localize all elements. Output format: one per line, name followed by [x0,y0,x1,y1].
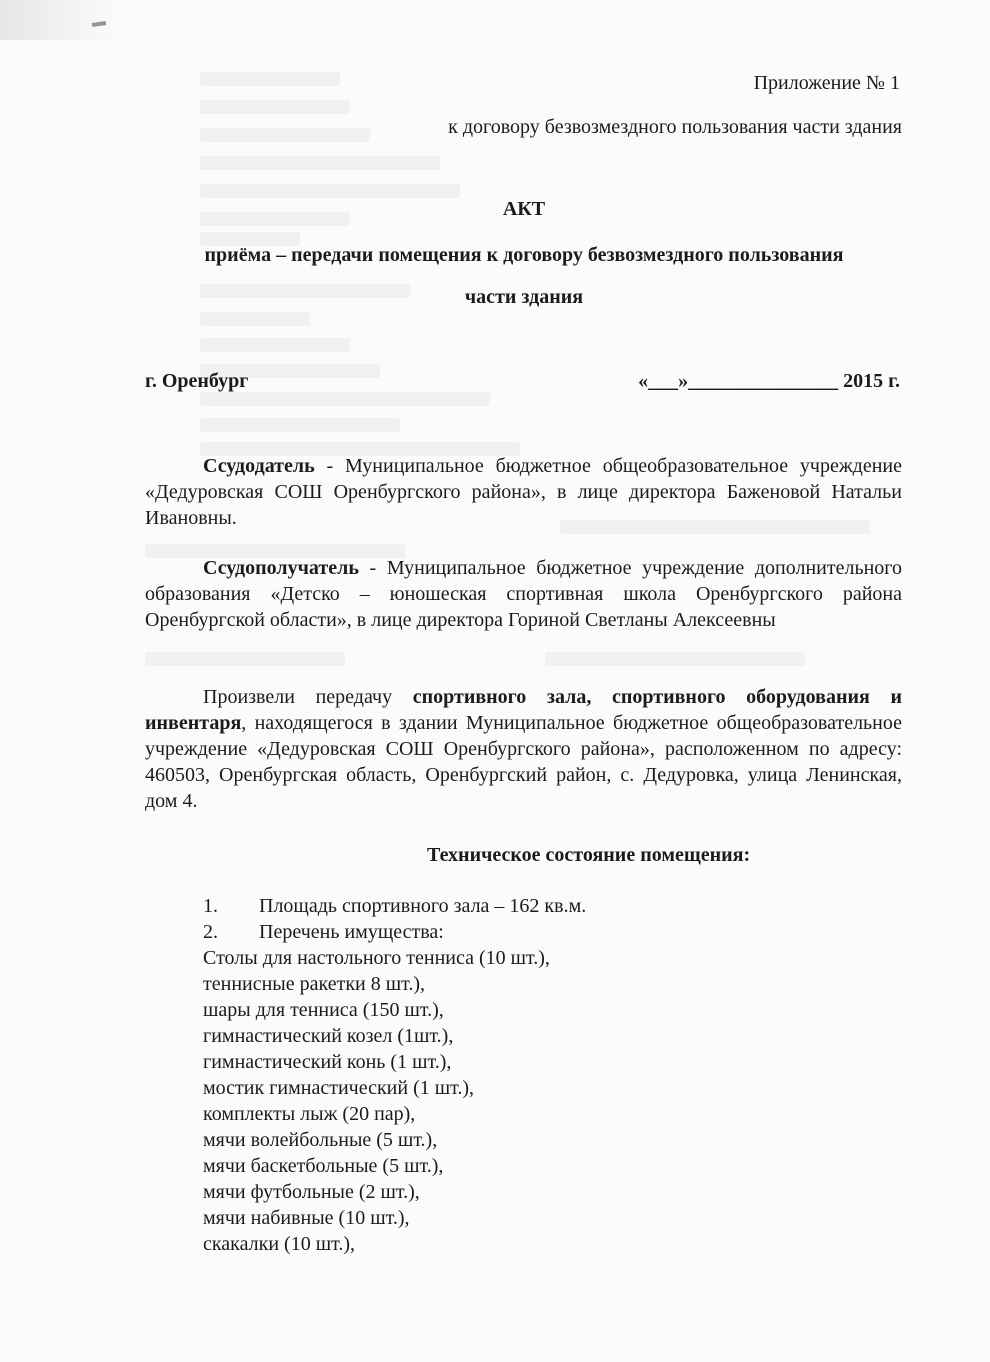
tech-condition-heading: Техническое состояние помещения: [427,844,751,866]
inventory-item: мячи баскетбольные (5 шт.), [203,1155,444,1177]
bleed-through [545,652,805,666]
transfer-object: спортивного зала, спортивного оборудования и инвентаря [145,686,902,734]
borrower-paragraph [145,555,902,633]
bleed-through [145,652,345,666]
inventory-item: гимнастический конь (1 шт.), [203,1051,452,1073]
inventory-item: гимнастический козел (1шт.), [203,1025,454,1047]
bleed-through [200,312,310,326]
inventory-item: комплекты лыж (20 пар), [203,1103,416,1125]
bleed-through [200,338,350,352]
inventory-item: Столы для настольного тенниса (10 шт.), [203,947,550,969]
inventory-item: скакалки (10 шт.), [203,1233,355,1255]
document-title: АКТ [502,198,546,220]
date-line: «___»_______________ 2015 г. [638,370,900,392]
borrower-text: - Муниципальное бюджетное учреждение дополнительного образования «Детско – юношеская спортивная школа Оренбургского района Оренбургской области», в лице директора Гориной Светланы Алексеевны [145,557,902,631]
transfer-details: , находящегося в здании Муниципальное бюджетное общеобразовательное учреждение «Дедуровская СОШ Оренбургского района», расположенном по адресу: 460503, Оренбургская область, Оренбургский район, с. Дедуровка, улица Ленинская, дом 4. [145,712,902,812]
bleed-through [200,72,340,86]
inventory-item: мячи волейбольные (5 шт.), [203,1129,438,1151]
scan-edge-shadow [0,0,120,40]
transfer-intro: Произвели передачу [203,686,413,708]
numbered-item [203,893,586,919]
lender-paragraph [145,453,902,531]
document-subtitle-line2: части здания [464,286,584,308]
inventory-item: мячи футбольные (2 шт.), [203,1181,420,1203]
item-number: 1. [203,895,218,917]
inventory-item: мостик гимнастический (1 шт.), [203,1077,475,1099]
item-text: Перечень имущества: [259,921,444,943]
lender-text: - Муниципальное бюджетное общеобразовательное учреждение «Дедуровская СОШ Оренбургского района», в лице директора Баженовой Натальи Ивановны. [145,455,902,529]
inventory-item: мячи набивные (10 шт.), [203,1207,410,1229]
bleed-through [200,392,490,406]
transfer-paragraph [145,684,902,814]
inventory-item: теннисные ракетки 8 шт.), [203,973,426,995]
document-subtitle: приёма – передачи помещения к договору безвозмездного пользования [204,244,844,266]
bleed-through [200,128,370,142]
bleed-through [200,418,400,432]
inventory-item: шары для тенниса (150 шт.), [203,999,444,1021]
bleed-through [200,100,350,114]
item-text: Площадь спортивного зала – 162 кв.м. [259,895,587,917]
lender-label: Ссудодатель [203,455,315,477]
appendix-label: Приложение № 1 [753,72,900,94]
contract-reference: к договору безвозмездного пользования части здания [448,116,902,138]
numbered-item [203,919,444,945]
borrower-label: Ссудополучатель [203,557,359,579]
city: г. Оренбург [145,370,249,392]
item-number: 2. [203,921,218,943]
bleed-through [200,156,440,170]
